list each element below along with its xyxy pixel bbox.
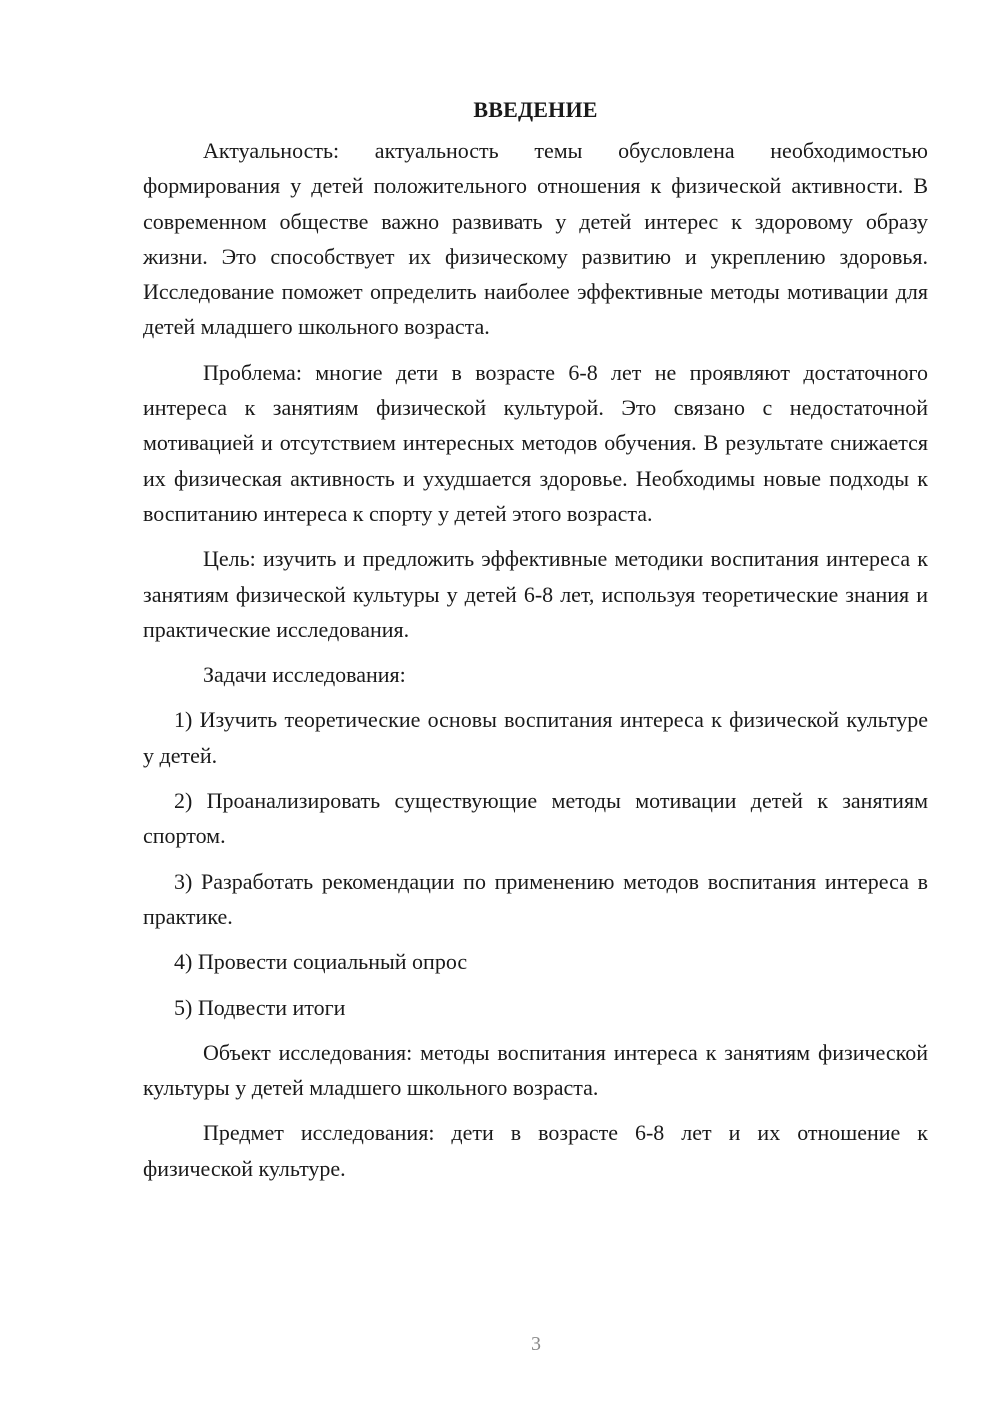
subject-paragraph: Предмет исследования: дети в возрасте 6-8 лет и их отношение к физической культуре. (143, 1120, 928, 1181)
goal-paragraph: Цель: изучить и предложить эффективные методики воспитания интереса к занятиям физической культуры у детей 6-8 лет, используя теоретические знания и практические исследования. (143, 546, 928, 642)
task-item: 2) Проанализировать существующие методы мотивации детей к занятиям спортом. (143, 788, 928, 849)
document-page (143, 92, 928, 1196)
page-title: ВВЕДЕНИЕ (473, 97, 598, 122)
relevance-paragraph: Актуальность: актуальность темы обусловлена необходимостью формирования у детей положительного отношения к физической активности. В современном обществе важно развивать у детей интерес к здоровому образу жизни. Это способствует их физическому развитию и укреплению здоровья. Исследование поможет определить наиболее эффективные методы мотивации для детей младшего школьного возраста. (143, 138, 928, 340)
tasks-heading: Задачи исследования: (203, 662, 406, 688)
problem-paragraph: Проблема: многие дети в возрасте 6-8 лет не проявляют достаточного интереса к занятиям физической культурой. Это связано с недостаточной мотивацией и отсутствием интересных методов обучения. В результате снижается их физическая активность и ухудшается здоровье. Необходимы новые подходы к воспитанию интереса к спорту у детей этого возраста. (143, 359, 928, 526)
object-paragraph: Объект исследования: методы воспитания интереса к занятиям физической культуры у детей младшего школьного возраста. (143, 1039, 928, 1101)
page-number: 3 (531, 1333, 541, 1355)
task-item: 1) Изучить теоретические основы воспитания интереса к физической культуре у детей. (143, 707, 928, 768)
task-item: 5) Подвести итоги (174, 994, 346, 1020)
task-item: 3) Разработать рекомендации по применению методов воспитания интереса в практике. (143, 868, 928, 929)
task-item: 4) Провести социальный опрос (174, 949, 468, 975)
